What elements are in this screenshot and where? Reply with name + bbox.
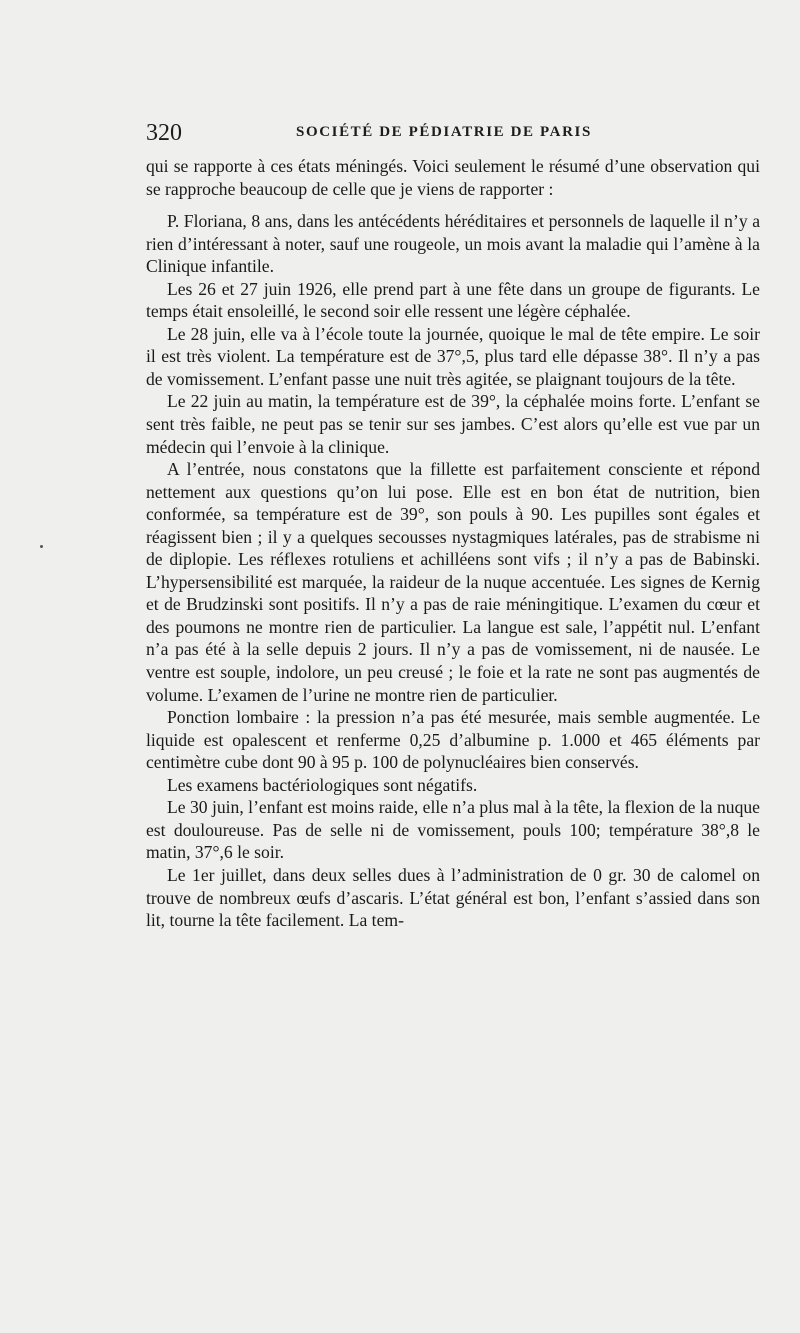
paragraph-bacteriology: Les examens bactériologiques sont négatifs. xyxy=(167,774,478,795)
paragraph-june-30: Le 30 juin, l’enfant est moins raide, elle n’a plus mal à la tête, la flexion de la nuque est douloureuse. Pas de selle ni de vomissement, pouls 100; température 38°,8 le matin, 37°,6 le soir. xyxy=(146,797,760,863)
paragraph-july-1: Le 1er juillet, dans deux selles dues à l’administration de 0 gr. 30 de calomel on trouve de nombreux œufs d’ascaris. L’état général est bon, l’enfant s’assied dans son lit, tourne la tête facilement. La tem- xyxy=(146,864,760,931)
paragraph-june-28: Le 28 juin, elle va à l’école toute la journée, quoique le mal de tête empire. Le soir il est très violent. La température est de 37°,5, plus tard elle dépasse 38°. Il n’y a pas de vomissement. L’enfant passe une nuit très agitée, se plaignant toujours de la tête. xyxy=(146,323,760,389)
paragraph-june-22: Le 22 juin au matin, la température est de 39°, la céphalée moins forte. L’enfant se sent très faible, ne peut pas se tenir sur ses jambes. C’est alors qu’elle est vue par un médecin qui l’envoie à la clinique. xyxy=(146,391,760,457)
paragraph-lumbar-puncture: Ponction lombaire : la pression n’a pas été mesurée, mais semble augmentée. Le liquide est opalescent et renferme 0,25 d’albumine p. 1.000 et 465 éléments par centimètre cube dont 90 à 95 p. 100 de polynucléaires bien conservés. xyxy=(146,707,760,773)
margin-speck xyxy=(40,545,43,548)
paragraph-admission-exam: A l’entrée, nous constatons que la fillette est parfaitement consciente et répond nettement aux questions qu’on lui pose. Elle est en bon état de nutrition, bien conformée, sa température est de 39°, son pouls à 90. Les pupilles sont égales et réagissent bien ; il y a quelques secousses nystagmiques latérales, pas de strabisme ni de diplopie. Les réflexes rotuliens et achilléens sont vifs ; il n’y a pas de Babinski. L’hypersensibilité est marquée, la raideur de la nuque accentuée. Les signes de Kernig et de Brudzinski sont positifs. Il n’y a pas de raie méningitique. L’examen du cœur et des poumons ne montre rien de particulier. La langue est sale, l’appétit nul. L’enfant n’a pas été à la selle depuis 2 jours. Il n’y a pas de vomissement, ni de nausée. Le ventre est souple, indolore, un peu creusé ; le foie et la rate ne sont pas augmentés de volume. L’examen de l’urine ne montre rien de particulier. xyxy=(146,459,760,705)
running-head: SOCIÉTÉ DE PÉDIATRIE DE PARIS xyxy=(296,124,592,140)
body-text xyxy=(146,155,760,932)
page-number: 320 xyxy=(146,120,182,146)
paragraph-case-patient: P. Floriana, 8 ans, dans les antécédents héréditaires et personnels de laquelle il n’y a rien d’intéressant à noter, sauf une rougeole, un mois avant la maladie qui l’amène à la Clinique infantile. xyxy=(146,211,760,277)
page-header xyxy=(146,120,762,144)
paragraph-june-26: Les 26 et 27 juin 1926, elle prend part à une fête dans un groupe de figurants. Le temps était ensoleillé, le second soir elle ressent une légère céphalée. xyxy=(146,278,760,322)
paragraph-intro: qui se rapporte à ces états méningés. Voici seulement le résumé d’une observation qui se rapproche beaucoup de celle que je viens de rapporter : xyxy=(146,156,760,199)
